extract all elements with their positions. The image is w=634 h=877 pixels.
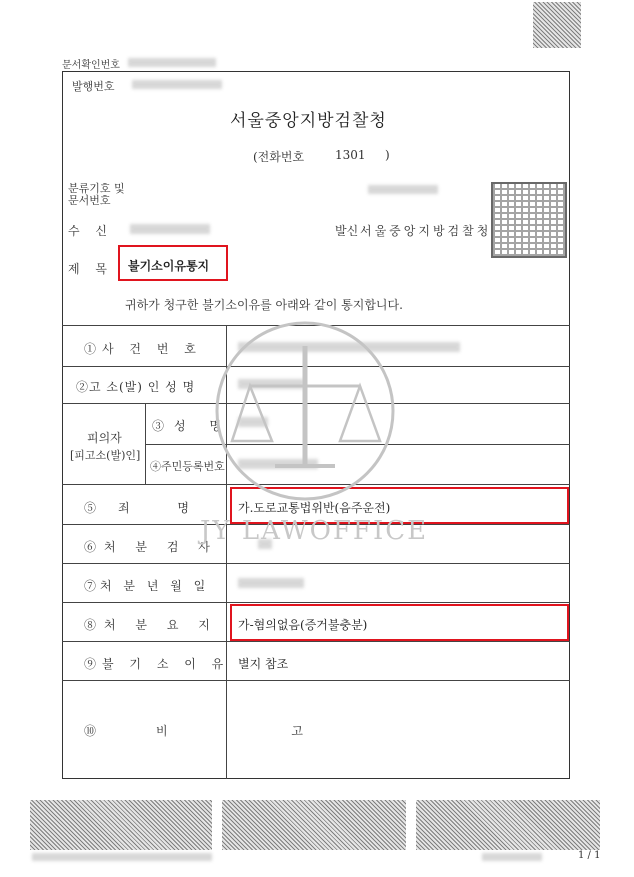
watermark-text: JY LAWOFFICE bbox=[200, 516, 429, 546]
suspect-group-label-2: [피고소(발)인] bbox=[70, 449, 141, 462]
resident-no-label: ④주민등록번호 bbox=[150, 460, 225, 473]
doc-confirm-number bbox=[128, 58, 216, 67]
complainant-label: ②고 소(발) 인 성 명 bbox=[76, 380, 196, 394]
disposition-value: 가-혐의없음(증거불충분) bbox=[238, 618, 368, 632]
recipient-value bbox=[130, 224, 210, 234]
footer-noise-right bbox=[416, 800, 600, 850]
subject-value: 불기소이유통지 bbox=[128, 259, 210, 273]
footer-code bbox=[32, 853, 212, 861]
recipient-label: 수 신 bbox=[68, 224, 113, 238]
issue-no-label: 발행번호 bbox=[72, 80, 115, 93]
footer-noise-left bbox=[30, 800, 212, 850]
official-seal bbox=[491, 182, 567, 258]
disposition-date-label: ⑦처 분 년 월 일 bbox=[84, 579, 210, 593]
reason-value: 별지 참조 bbox=[238, 657, 289, 671]
disposition-summary-label: ⑧처 분 요 지 bbox=[84, 618, 218, 632]
suspect-group-label: 피의자 bbox=[87, 431, 122, 445]
case-no-label: ①사 건 번 호 bbox=[84, 342, 202, 356]
intro-text: 귀하가 청구한 불기소이유를 아래와 같이 통지합니다. bbox=[125, 298, 403, 312]
footer-noise-middle bbox=[222, 800, 406, 850]
divider bbox=[62, 602, 570, 603]
page-number: 1 / 1 bbox=[578, 850, 601, 861]
classification-label-2: 문서번호 bbox=[68, 194, 111, 207]
phone-close: ) bbox=[385, 148, 390, 162]
phone-number: 1301 bbox=[335, 148, 366, 162]
office-title: 서울중앙지방검찰청 bbox=[230, 111, 387, 131]
classification-value bbox=[368, 185, 438, 194]
divider bbox=[62, 680, 570, 681]
scales-watermark-icon bbox=[210, 316, 400, 506]
name-label: ③성 명 bbox=[152, 419, 231, 433]
footer-code-right bbox=[482, 853, 542, 861]
column-divider bbox=[145, 403, 146, 484]
reason-label: ⑨불 기 소 이 유 bbox=[84, 657, 230, 671]
disposition-date-value bbox=[238, 578, 304, 588]
remarks-label: ⑩비 고 bbox=[84, 724, 363, 738]
divider bbox=[62, 641, 570, 642]
crime-label: ⑤죄 명 bbox=[84, 501, 211, 515]
phone-label: (전화번호 bbox=[253, 150, 305, 164]
classification-label: 분류기호 및 bbox=[68, 182, 125, 195]
sender-value: 서울중앙지방검찰청 bbox=[360, 224, 492, 238]
subject-label: 제 목 bbox=[68, 262, 113, 276]
issue-no-value bbox=[132, 80, 222, 89]
sender-label: 발신 bbox=[335, 224, 359, 238]
prosecutor-label: ⑥처 분 검 사 bbox=[84, 540, 218, 554]
divider bbox=[62, 563, 570, 564]
barcode-image bbox=[533, 2, 581, 48]
crime-value: 가.도로교통법위반(음주운전) bbox=[238, 501, 391, 515]
doc-confirm-label: 문서확인번호 bbox=[62, 60, 120, 71]
